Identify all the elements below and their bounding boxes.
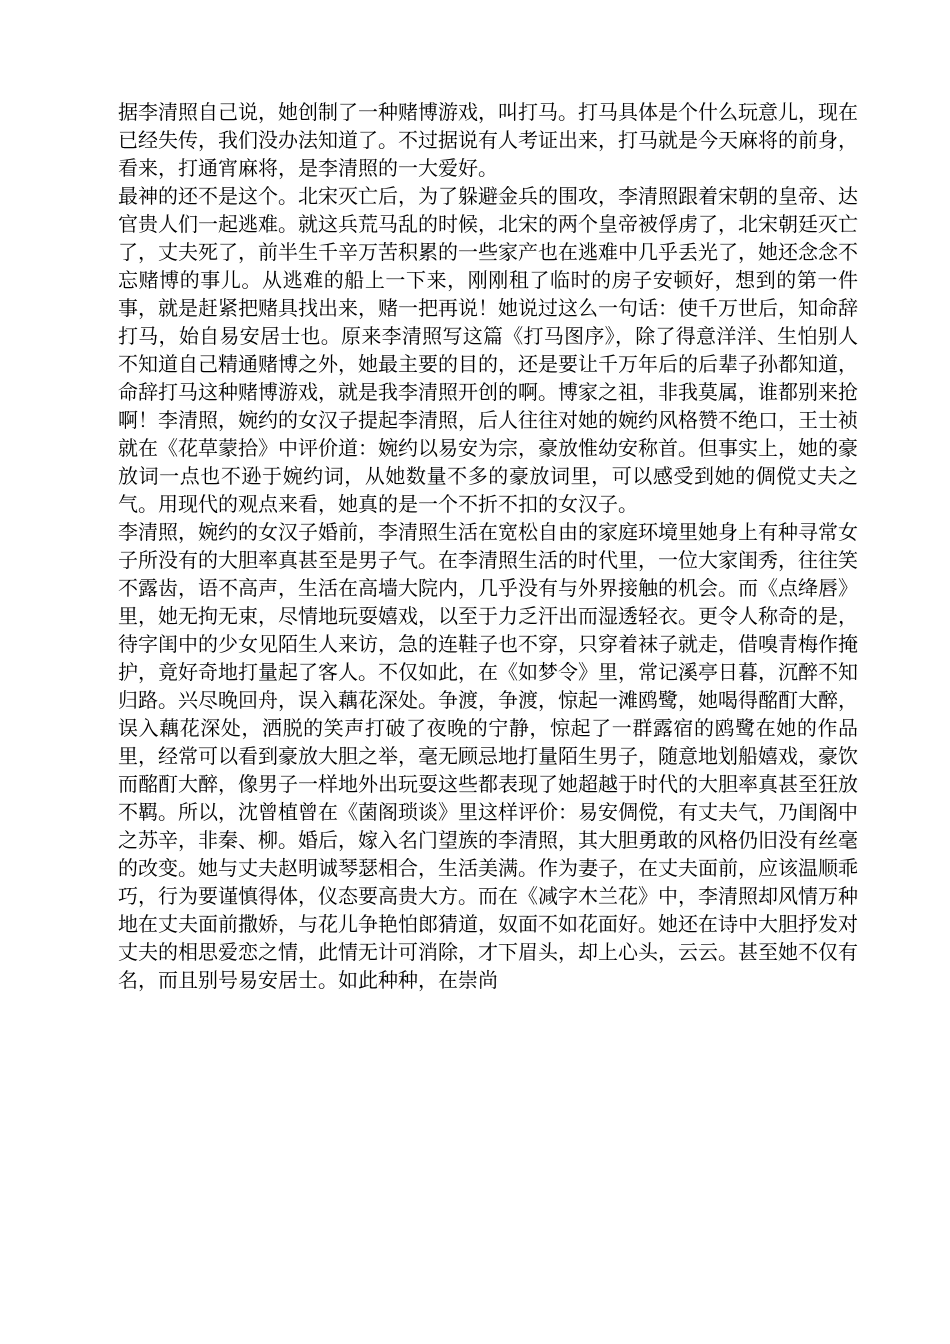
- paragraph-fleeing-war: 最神的还不是这个。北宋灭亡后，为了躲避金兵的围攻，李清照跟着宋朝的皇帝、达官贵人们一起逃难。就这兵荒马乱的时候，北宋的两个皇帝被俘虏了，北宋朝廷灭亡了，丈夫死了，前半生千辛万苦积累的一些家产也在逃难中几乎丢光了，她还念念不忘赌博的事儿。从逃难的船上一下来，刚刚租了临时的房子安顿好，想到的第一件事，就是赶紧把赌具找出来，赌一把再说！她说过这么一句话：使千万世后，知命辞打马，始自易安居士也。原来李清照写这篇《打马图序》，除了得意洋洋、生怕别人不知道自己精通赌博之外，她最主要的目的，还是要让千万年后的后辈子孙都知道，命辞打马这种赌博游戏，就是我李清照开创的啊。博家之祖，非我莫属，谁都别来抢啊！李清照，婉约的女汉子提起李清照，后人往往对她的婉约风格赞不绝口，王士祯就在《花草蒙拾》中评价道：婉约以易安为宗，豪放惟幼安称首。但事实上，她的豪放词一点也不逊于婉约词，从她数量不多的豪放词里，可以感受到她的倜傥丈夫之气。用现代的观点来看，她真的是一个不折不扣的女汉子。: [118, 184, 858, 516]
- paragraph-gambling-game: 据李清照自己说，她创制了一种赌博游戏，叫打马。打马具体是个什么玩意儿，现在已经失传，我们没办法知道了。不过据说有人考证出来，打马就是今天麻将的前身，看来，打通宵麻将，是李清照的一大爱好。: [118, 100, 858, 180]
- paragraph-bold-character: 李清照，婉约的女汉子婚前，李清照生活在宽松自由的家庭环境里她身上有种寻常女子所没有的大胆率真甚至是男子气。在李清照生活的时代里，一位大家闺秀，往往笑不露齿，语不高声，生活在高墙大院内，几乎没有与外界接触的机会。而《点绛唇》里，她无拘无束，尽情地玩耍嬉戏，以至于力乏汗出而湿透轻衣。更令人称奇的是，待字闺中的少女见陌生人来访，急的连鞋子也不穿，只穿着袜子就走，借嗅青梅作掩护，竟好奇地打量起了客人。不仅如此，在《如梦令》里，常记溪亭日暮，沉醉不知归路。兴尽晚回舟，误入藕花深处。争渡，争渡，惊起一滩鸥鹭，她喝得酩酊大醉，误入藕花深处，洒脱的笑声打破了夜晚的宁静，惊起了一群露宿的鸥鹭在她的作品里，经常可以看到豪放大胆之举，毫无顾忌地打量陌生男子，随意地划船嬉戏，豪饮而酩酊大醉，像男子一样地外出玩耍这些都表现了她超越于时代的大胆率真甚至狂放不羁。所以，沈曾植曾在《菌阁琐谈》里这样评价：易安倜傥，有丈夫气，乃闺阁中之苏辛，非秦、柳。婚后，嫁入名门望族的李清照，其大胆勇敢的风格仍旧没有丝毫的改变。她与丈夫赵明诚琴瑟相合，生活美满。作为妻子，在丈夫面前，应该温顺乖巧，行为要谨慎得体，仪态要高贵大方。而在《减字木兰花》中，李清照却风情万种地在丈夫面前撒娇，与花儿争艳怕郎猜道，奴面不如花面好。她还在诗中大胆抒发对丈夫的相思爱恋之情，此情无计可消除，才下眉头，却上心头，云云。甚至她不仅有名，而且别号易安居士。如此种种，在崇尚: [118, 520, 858, 992]
- document-page: [118, 98, 858, 994]
